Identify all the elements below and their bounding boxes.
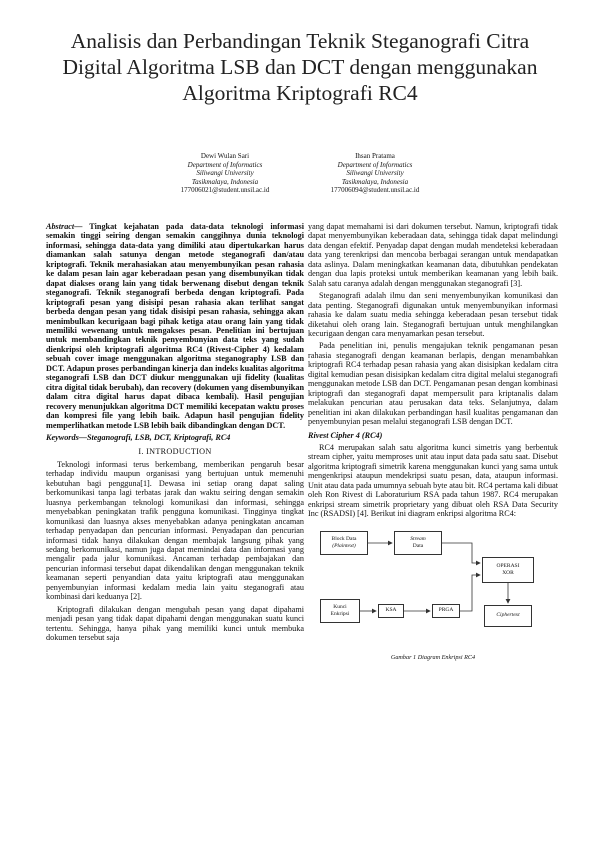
section-heading-introduction: I. INTRODUCTION (138, 447, 212, 457)
paragraph: Teknologi informasi terus berkembang, memberikan pengaruh besar terhadap individu maupun organisasi yang bertujuan untuk memenuhi kebutuhan bagi pengguna[1]. Dewasa ini setiap orang dapat saling berkomunikasi tanpa lagi terbatas jarak dan waktu seiring dengan semakin luasnya perkembangan teknologi komunikasi dan informasi, sehingga menyebabkan peningkatan trafik pengguna komunikasi. Tingginya tingkat komunikasi dan luasnya akses menyebabkan adanya peningkatan ancaman terhadap penyadapan dan pencurian informasi. Penyadapan dan pencurian informasi tidak hanya dilakukan dengan membajak langsung pihak yang sedang berkomunikasi, namun juga dapat memindai data dan informasi yang mengalir pada jalur komunikasi. Ancaman terhadap pembajakan dan pencurian informasi tersebut dapat dikendalikan dengan menggunakan teknik keamanan seperti penyandian data yaitu kriptografi atau menggunakan penyembunyian informasi kedalam media lain yaitu steganografi atau kombinasi dari keduanya [2]. (46, 459, 304, 602)
ciphertext-box (484, 605, 532, 627)
keywords: Keywords—Steganografi, LSB, DCT, Kriptografi, RC4 (46, 432, 231, 442)
stream-data-box (394, 531, 442, 555)
author-city: Tasikmalaya, Indonesia (341, 177, 409, 186)
ksa-box (378, 604, 404, 618)
left-column (46, 222, 304, 645)
block-data-label: Block Data (331, 536, 357, 543)
block-data-box (320, 531, 368, 555)
subheading-rc4: Rivest Cipher 4 (RC4) (308, 430, 383, 440)
author-university: Siliwangi University (346, 169, 404, 178)
block-data-sub: (Plaintext) (332, 542, 356, 549)
author-city: Tasikmalaya, Indonesia (191, 177, 259, 186)
paragraph: RC4 merupakan salah satu algoritma kunci simetris yang berbentuk stream cipher, yaitu memproses unit atau input data pada satu saat. Disebut algoritma kriptografi simetrik karena menggunakan kunci yang sama untuk mengenkripsi ataupun mendekripsi suatu pesan, data, ataupun informasi. Unit atau data pada umumnya sebuah byte atau bit. RC4 pertama kali dibuat oleh Ron Rivest di Laboraturium RSA pada tahun 1987. RC4 merupakan enkripsi stream simetrik proprietary yang dibuat oleh RSA Data Security Inc (RSADSI) [4]. Berikut ini diagram enkripsi algoritma RC4: (308, 442, 558, 519)
prga-box (432, 604, 460, 618)
kunci-enkripsi-box (320, 599, 360, 623)
abstract-text: Tingkat kejahatan pada data-data teknologi informasi semakin tinggi seiring dengan semakin canggihnya dunia teknologi informasi, sehingga data-data yang dimiliki atau dipertukarkan harus diamankan salah satunya dengan metode steganografi dan/atau kriptografi. Teknik merahasiakan atau menyembunyikan pesan rahasia ke dalam pesan lain agar keberadaan pesan yang disembunyikan tidak dapat diakses orang lain yang tidak berwenang disebut dengan teknik steganografi. Teknik steganografi berbeda dengan kriptografi. Pada kriptografi pesan yang disisipi pesan rahasia akan terlihat sangat berbeda dengan pesan yang tidak disisipi pesan rahasia, sehingga akan menimbulkan kecurigaan bagi pihak ketiga atau orang lain yang tidak memiliki wewenang untuk mengakses pesan. Penelitian ini bertujuan untuk membandingkan teknik penyembunyian data teks yang sudah dienkripsi oleh kriptografi algoritma RC4 (Rivest-Cipher 4) kedalam sebuah cover image menggunakan algoritma steganography LSB dan DCT. Adapun proses perbandingan kinerja dan indeks kualitas algoritma steganografi LSB dan DCT diukur menggunakan uji fidelity (kualitas citra digital tidak berubah), dan recovery (dokumen yang disembunyikan dalam citra digital harus dapat dibaca kembali). Hasil pengujian recovery menunjukkan algoritma DCT memiliki kecepatan waktu proses dan kompresi file yang lebih baik. Adapun hasil pengujian fidelity memperlihatkan metode LSB lebih baik dibandingkan dengan DCT. (46, 222, 304, 430)
rc4-encryption-diagram (312, 523, 558, 651)
stream-label: Stream (410, 536, 426, 543)
author-name: Dewi Wulan Sari (200, 152, 250, 160)
paper-title: Analisis dan Perbandingan Teknik Steganografi Citra Digital Algoritma LSB dan DCT dengan menggunakan Algoritma Kriptografi RC4 (62, 29, 538, 105)
ciphertext-label: Ciphertext (496, 612, 520, 619)
kunci-sub: Enkripsi (330, 610, 350, 617)
arrow (442, 543, 480, 563)
right-column (308, 222, 558, 662)
paragraph: yang dapat memahami isi dari dokumen tersebut. Namun, kriptografi tidak dapat menyembunyikan keberadaan data, sehingga tidak dapat melindungi data dengan efektif. Penyadap dapat dengan mudah mendeteksi keberadaan data yang terenkripsi dan mencoba berbagai serangan untuk mendapatkan data aslinya. Dalam meningkatkan keamanan data, dibutuhkan pendekatan dengan dua lapis proteksi untuk memberikan keamanan yang lebih baik. Salah satu caranya adalah dengan menggunakan steganografi [3]. (308, 222, 558, 288)
author-email: 177006094@student.unsil.ac.id (330, 186, 420, 195)
arrow (460, 575, 480, 611)
abstract (46, 222, 304, 430)
author-name: Ihsan Pratama (355, 152, 395, 160)
kunci-label: Kunci (333, 604, 347, 611)
prga-label: PRGA (438, 607, 454, 614)
ksa-label: KSA (385, 607, 397, 614)
operasi-xor-box (482, 557, 534, 583)
author-university: Siliwangi University (196, 169, 254, 178)
operasi-label: OPERASI (496, 563, 520, 570)
stream-sub: Data (412, 542, 424, 549)
author-block-2 (290, 152, 460, 195)
abstract-label: Abstract— (46, 222, 83, 231)
author-department: Department of Informatics (187, 160, 263, 169)
author-email: 177006021@student.unsil.ac.id (180, 186, 270, 195)
paragraph: Kriptografi dilakukan dengan mengubah pesan yang dapat dipahami menjadi pesan yang tidak dapat dipahami dengan menggunakan suatu kunci tertentu. Sehingga, hanya pihak yang memiliki kunci untuk membuka dokumen tersebut saja (46, 604, 304, 643)
figure-caption: Gambar 1 Diagram Enkripsi RC4 (390, 653, 476, 661)
author-block-1 (140, 152, 310, 195)
operasi-sub: XOR (502, 569, 514, 576)
author-department: Department of Informatics (337, 160, 413, 169)
paragraph: Pada penelitian ini, penulis mengajukan teknik pengamanan pesan rahasia steganografi dengan keamanan berlapis, dengan menambahkan kriptografi RC4 terhadap pesan rahasia yang akan disisipkan kedalam citra digital kemudian pesan disisipkan kedalam citra digital melalui steganografi menggunakan metode LSB dan DCT. Pengamanan pesan dengan kombinasi kriptografi dan steganografi dapat mempersulit para kriptanalis dalam melakukan pencurian atau perusakan data teks. Selanjutnya, dalam penelitian ini akan dilakukan perbandingan hasil kualitas pengamanan dan penyembunyian pesan melalui steganografi LSB dengan DCT. (308, 341, 558, 427)
paragraph: Steganografi adalah ilmu dan seni menyembunyikan komunikasi dan data penting. Steganografi digunakan untuk menyembunyikan informasi rahasia ke dalam suatu media sehingga keberadaan pesan tersebut tidak diketahui oleh orang lain. Steganografi bertujuan untuk menghilangkan kecurigaan dengan cara menyamarkan pesan tersebut. (308, 291, 558, 338)
